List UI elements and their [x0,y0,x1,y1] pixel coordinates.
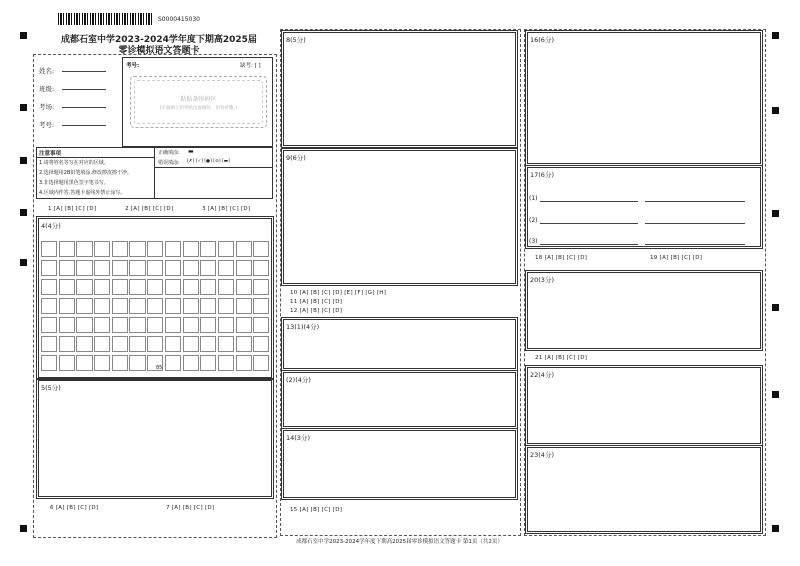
choice-q15[interactable]: 15 [A] [B] [C] [D] [290,507,343,513]
wrong-fill-marks: [✗] [✓] [●] [⊘] [▬] [187,159,230,164]
position-mark [20,157,27,164]
position-mark [772,525,779,532]
number-field[interactable] [62,117,106,126]
q13-1-label: 13(1)(4分) [286,323,320,331]
choice-q6[interactable]: 6 [A] [B] [C] [D] [50,505,99,511]
choice-q1[interactable]: 1 [A] [B] [C] [D] [48,206,97,212]
q9-label: 9(6分) [286,154,306,162]
q17-part-1: (1) [529,195,538,202]
position-mark [20,32,27,39]
note-item: 4.区域内作答,答题卡虚线外禁止涂写。 [39,190,126,196]
q17-label: 17(6分) [530,171,554,179]
q20-label: 20(3分) [530,276,554,284]
position-mark [20,259,27,266]
position-mark [20,104,27,111]
q17-part-3-line-a[interactable] [540,236,638,245]
q8-answer-box[interactable] [283,32,516,146]
q22-answer-box[interactable] [527,367,761,444]
position-mark [772,210,779,217]
q23-answer-box[interactable] [527,447,761,532]
q22-label: 22(4分) [530,371,554,379]
q5-label: 5(5分) [41,384,61,392]
exam-number-label: 考号: [126,63,140,69]
q9-answer-box[interactable] [283,150,516,284]
barcode-area-title: 粘贴条形码区 [180,96,217,103]
barcode-image [58,13,154,25]
choice-q19[interactable]: 19 [A] [B] [C] [D] [650,255,703,261]
note-item: 1.请将姓名等写在对应的区域。 [39,160,109,166]
position-mark [772,107,779,114]
room-label: 考场: [39,103,55,111]
q16-answer-box[interactable] [527,32,761,164]
q17-part-2-line-a[interactable] [540,215,638,224]
q17-part-3: (3) [529,238,538,245]
position-mark [20,209,27,216]
class-label: 班级: [39,85,55,93]
choice-q11[interactable]: 11 [A] [B] [C] [D] [290,299,343,305]
note-item: 2.选择题用2B铅笔填涂,修改擦皮擦干净。 [39,170,132,176]
q5-answer-box[interactable] [38,380,272,497]
q4-writing-grid[interactable] [41,241,269,371]
q17-part-3-line-b[interactable] [645,236,745,245]
q17-part-2: (2) [529,217,538,224]
q14-answer-box[interactable] [283,430,516,498]
q4-label: 4(4分) [41,222,61,230]
sheet-subtitle: 零诊模拟语文答题卡 [118,46,200,56]
note-item: 3.非选择题用黑色签字笔书写。 [39,180,109,186]
position-mark [772,32,779,39]
q13-1-answer-box[interactable] [283,319,516,369]
name-field[interactable] [62,63,106,72]
position-mark [20,525,27,532]
barcode-paste-area[interactable] [130,76,267,128]
room-field[interactable] [62,99,106,108]
q17-part-1-line-b[interactable] [645,193,745,202]
correct-fill-mark: ▬ [188,148,194,155]
q20-answer-box[interactable] [527,272,761,349]
absent-label[interactable]: 缺考: [ ] [240,63,261,69]
notes-title: 注意事项 [39,151,62,157]
barcode-number: S0000415030 [158,16,200,23]
choice-q10[interactable]: 10 [A] [B] [C] [D] [E] [F] [G] [H] [290,290,387,296]
q17-part-2-line-b[interactable] [645,215,745,224]
number-label: 考号: [39,121,55,129]
q16-label: 16(6分) [530,36,554,44]
q17-part-1-line-a[interactable] [540,193,638,202]
choice-q3[interactable]: 3 [A] [B] [C] [D] [202,206,251,212]
position-mark [772,304,779,311]
name-label: 姓名: [39,67,55,75]
grid-count-label: 85 [156,365,163,371]
page-footer: 成都石室中学2023-2024学年度下期高2025届零诊模拟语文答题卡 第1页（共2页） [296,539,503,545]
sheet-title: 成都石室中学2023-2024学年度下期高2025届 [61,35,257,45]
q8-label: 8(5分) [286,36,306,44]
q13-2-answer-box[interactable] [283,372,516,427]
choice-q18[interactable]: 18 [A] [B] [C] [D] [535,255,588,261]
q13-2-label: (2)(4分) [286,376,311,384]
choice-q21[interactable]: 21 [A] [B] [C] [D] [535,355,588,361]
position-mark [772,391,779,398]
barcode-area-hint: (正面朝上切勿贴出虚线外，切勿折叠。) [159,106,238,111]
q17-answer-box[interactable] [527,167,761,247]
choice-q12[interactable]: 12 [A] [B] [C] [D] [290,308,343,314]
choice-q2[interactable]: 2 [A] [B] [C] [D] [125,206,174,212]
q14-label: 14(3分) [286,434,310,442]
wrong-fill-label: 错误填涂: [158,160,180,166]
choice-q7[interactable]: 7 [A] [B] [C] [D] [166,505,215,511]
q23-label: 23(4分) [530,451,554,459]
class-field[interactable] [62,81,106,90]
correct-fill-label: 正确填涂: [158,150,180,156]
